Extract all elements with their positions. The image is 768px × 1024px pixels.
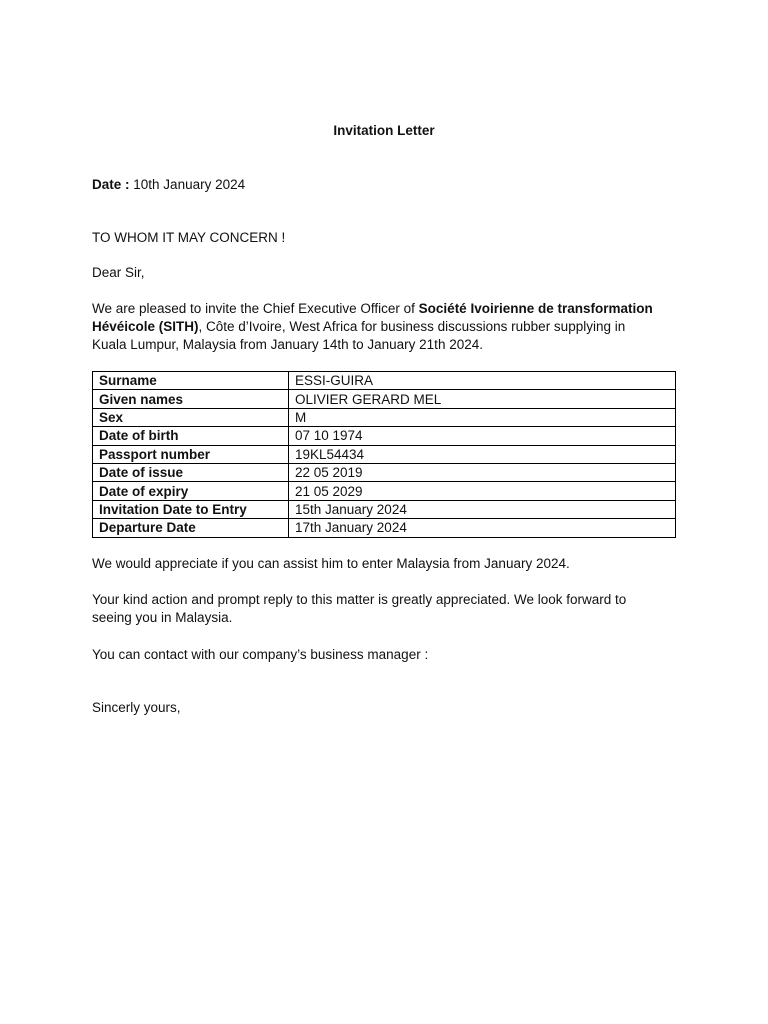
letter-title: Invitation Letter <box>333 123 435 138</box>
table-row <box>93 408 676 426</box>
table-row <box>93 372 676 390</box>
action-line-1: Your kind action and prompt reply to this matter is greatly appreciated. We look forward to <box>92 592 627 607</box>
to-whom-it-may-concern: TO WHOM IT MAY CONCERN ! <box>92 230 286 245</box>
detail-value: 21 05 2029 <box>289 482 676 500</box>
date-label: Date : <box>92 177 130 192</box>
table-row <box>93 500 676 518</box>
detail-label: Surname <box>93 372 289 390</box>
table-row <box>93 427 676 445</box>
action-paragraph <box>92 591 626 627</box>
detail-value: OLIVIER GERARD MEL <box>289 390 676 408</box>
detail-label: Date of birth <box>93 427 289 445</box>
intro-line-2 <box>92 318 682 336</box>
company-name-bold-2: Hévéicole (SITH) <box>92 319 199 334</box>
intro-text-part2: , Côte d’Ivoire, West Africa for business discussions rubber supplying in <box>198 319 626 334</box>
date-value: 10th January 2024 <box>133 177 246 192</box>
detail-label: Date of expiry <box>93 482 289 500</box>
detail-label: Sex <box>93 408 289 426</box>
detail-label: Given names <box>93 390 289 408</box>
table-row <box>93 445 676 463</box>
visitor-details-table <box>92 371 676 538</box>
intro-paragraph <box>92 300 682 354</box>
detail-value: ESSI-GUIRA <box>289 372 676 390</box>
action-line-2: seeing you in Malaysia. <box>92 610 233 625</box>
detail-value: 19KL54434 <box>289 445 676 463</box>
assist-paragraph: We would appreciate if you can assist him to enter Malaysia from January 2024. <box>92 556 570 571</box>
visitor-details-body <box>93 372 676 538</box>
table-row <box>93 482 676 500</box>
detail-label: Passport number <box>93 445 289 463</box>
company-name-bold-1: Société Ivoirienne de transformation <box>418 301 653 316</box>
detail-value: M <box>289 408 676 426</box>
detail-value: 22 05 2019 <box>289 463 676 481</box>
detail-label: Departure Date <box>93 519 289 537</box>
table-row <box>93 463 676 481</box>
detail-value: 15th January 2024 <box>289 500 676 518</box>
intro-line-3: Kuala Lumpur, Malaysia from January 14th to January 21th 2024. <box>92 337 483 352</box>
letter-date <box>92 176 245 194</box>
intro-line-1 <box>92 300 682 318</box>
closing-signoff: Sincerly yours, <box>92 700 181 715</box>
table-row <box>93 390 676 408</box>
detail-value: 17th January 2024 <box>289 519 676 537</box>
detail-label: Date of issue <box>93 463 289 481</box>
salutation: Dear Sir, <box>92 265 145 280</box>
detail-value: 07 10 1974 <box>289 427 676 445</box>
intro-text-part1: We are pleased to invite the Chief Executive Officer of <box>92 301 419 316</box>
detail-label: Invitation Date to Entry <box>93 500 289 518</box>
table-row <box>93 519 676 537</box>
contact-paragraph: You can contact with our company’s business manager : <box>92 647 429 662</box>
